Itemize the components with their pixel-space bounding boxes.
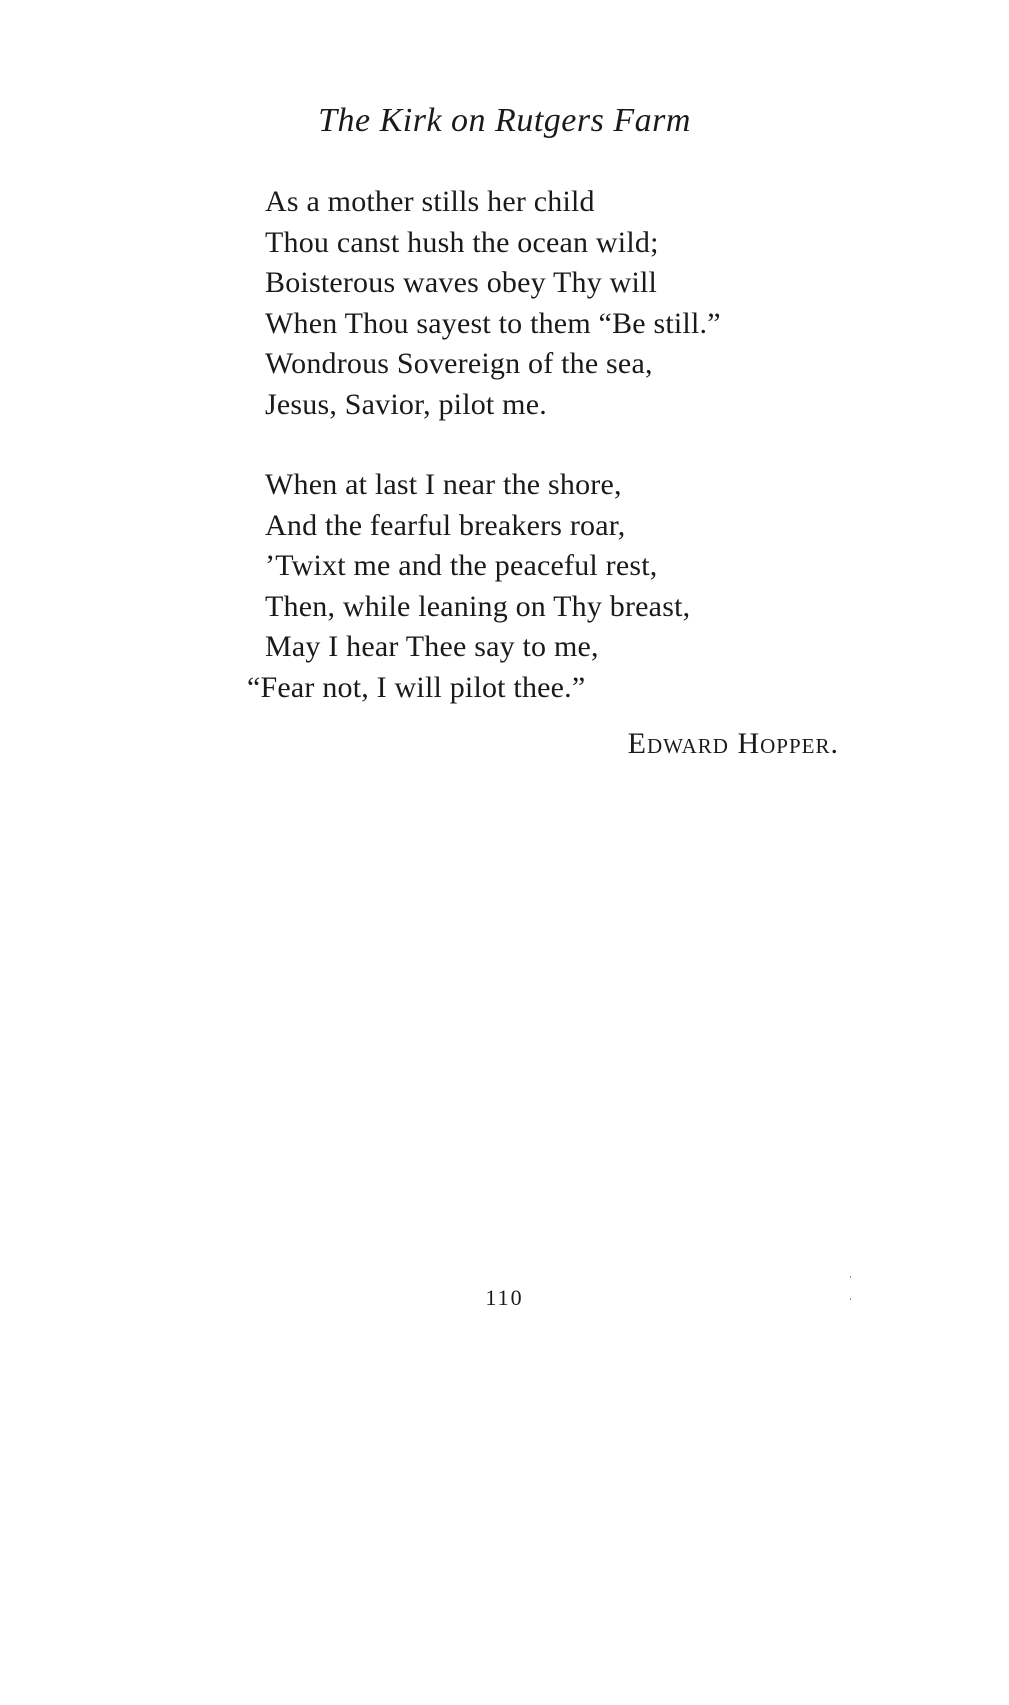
scan-speck — [850, 1298, 851, 1300]
scan-speck — [850, 1276, 851, 1278]
poem-line: “Fear not, I will pilot thee.” — [247, 670, 586, 704]
poem-line: Thou canst hush the ocean wild; — [265, 225, 659, 259]
poem-line: Boisterous waves obey Thy will — [265, 266, 658, 299]
poem-line: Jesus, Savior, pilot me. — [265, 387, 547, 421]
author-attribution: Edward Hopper. — [627, 727, 839, 760]
stanza-2 — [247, 465, 691, 708]
poem-line: Then, while leaning on Thy breast, — [265, 589, 691, 623]
stanza-1 — [265, 182, 721, 425]
poem-line: And the fearful breakers roar, — [265, 508, 626, 542]
poem-line: As a mother stills her child — [265, 185, 595, 218]
page-number: 110 — [485, 1285, 524, 1310]
running-title: The Kirk on Rutgers Farm — [318, 102, 691, 139]
poem-line: When at last I near the shore, — [265, 468, 622, 501]
poem-line: ’Twixt me and the peaceful rest, — [265, 549, 658, 582]
poem-line: May I hear Thee say to me, — [265, 630, 599, 663]
poem-line: When Thou sayest to them “Be still.” — [265, 306, 721, 340]
poem-line: Wondrous Sovereign of the sea, — [265, 347, 653, 380]
